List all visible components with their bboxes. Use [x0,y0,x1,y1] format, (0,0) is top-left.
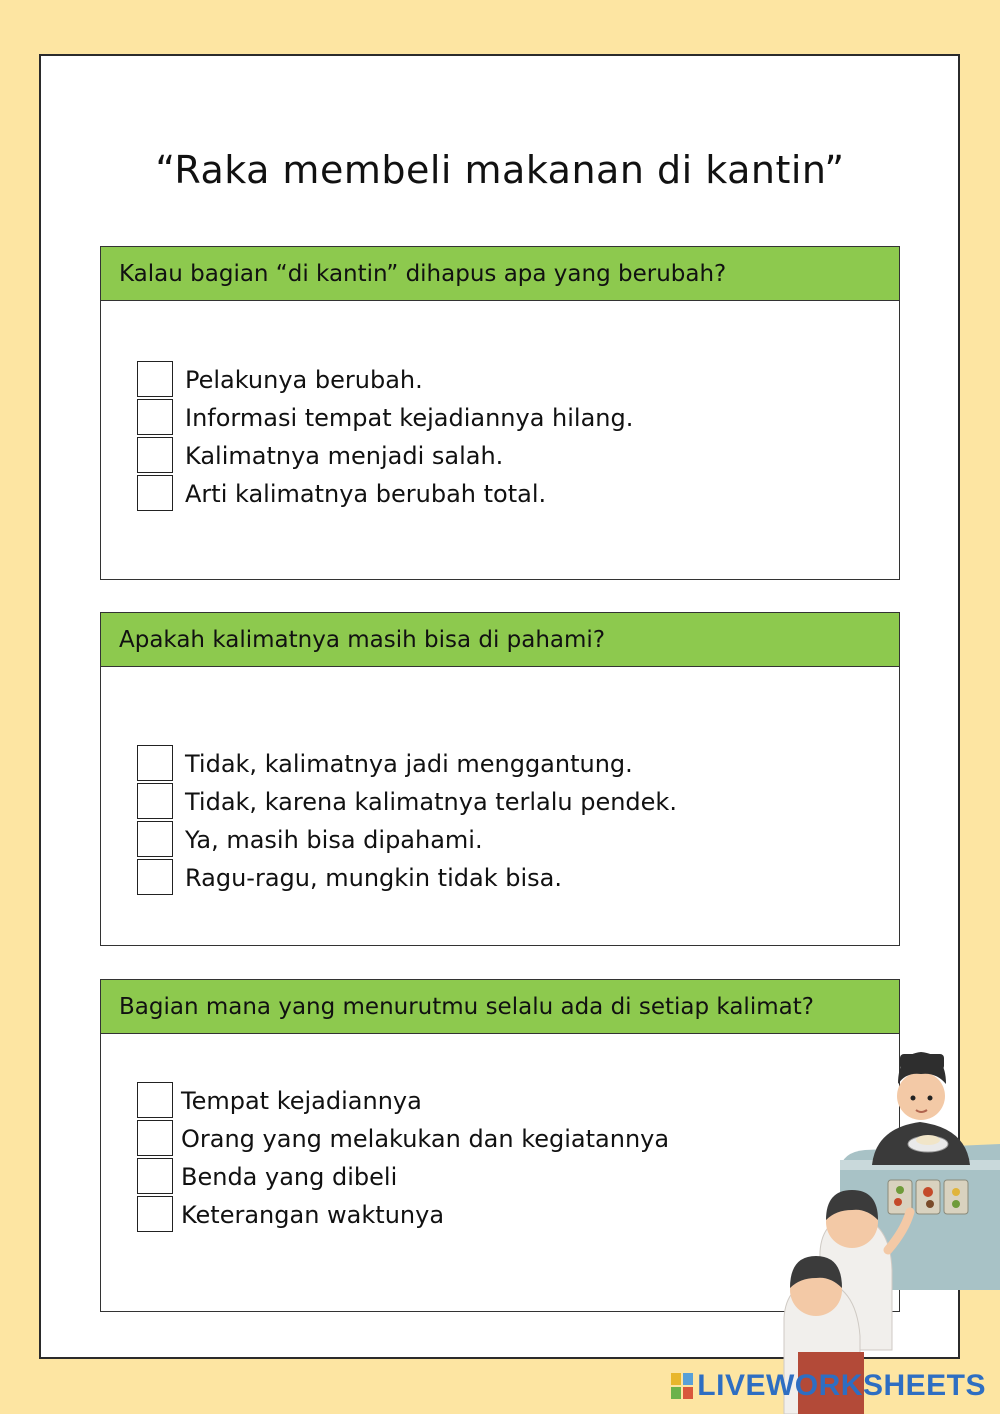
option-checkbox[interactable] [137,1158,173,1194]
page-title: “Raka membeli makanan di kantin” [155,148,845,192]
option-checkbox[interactable] [137,1196,173,1232]
question-text-1: Kalau bagian “di kantin” dihapus apa yang berubah? [119,260,727,287]
question-card-1 [100,246,900,580]
option-label: Tidak, karena kalimatnya terlalu pendek. [185,788,677,816]
option-checkbox[interactable] [137,821,173,857]
option-item [137,783,677,821]
option-item [137,859,677,897]
option-item [137,821,677,859]
option-checkbox[interactable] [137,1082,173,1118]
option-label: Informasi tempat kejadiannya hilang. [185,404,634,432]
option-item [137,1082,669,1120]
question-header-1 [101,247,899,301]
option-label: Benda yang dibeli [181,1163,398,1191]
option-list-2 [137,745,677,897]
option-item [137,437,633,475]
option-checkbox[interactable] [137,745,173,781]
option-checkbox[interactable] [137,361,173,397]
option-item [137,361,633,399]
option-label: Kalimatnya menjadi salah. [185,442,504,470]
option-item [137,399,633,437]
question-header-2 [101,613,899,667]
liveworksheets-logo-icon [671,1373,693,1399]
option-checkbox[interactable] [137,1120,173,1156]
option-label: Ya, masih bisa dipahami. [185,826,483,854]
option-item [137,1158,669,1196]
option-checkbox[interactable] [137,783,173,819]
option-list-1 [137,361,633,513]
option-label: Pelakunya berubah. [185,366,423,394]
question-text-3: Bagian mana yang menurutmu selalu ada di setiap kalimat? [119,993,814,1020]
option-label: Arti kalimatnya berubah total. [185,480,547,508]
option-label: Keterangan waktunya [181,1201,445,1229]
option-label: Tidak, kalimatnya jadi menggantung. [185,750,633,778]
option-item [137,1120,669,1158]
option-label: Ragu-ragu, mungkin tidak bisa. [185,864,562,892]
option-item [137,1196,669,1234]
brand-footer [671,1368,986,1404]
question-card-2 [100,612,900,946]
option-label: Orang yang melakukan dan kegiatannya [181,1125,670,1153]
option-list-3 [137,1082,669,1234]
option-checkbox[interactable] [137,859,173,895]
question-header-3 [101,980,899,1034]
option-label: Tempat kejadiannya [181,1087,422,1115]
option-checkbox[interactable] [137,399,173,435]
option-item [137,745,677,783]
canteen-illustration [770,1040,1000,1414]
brand-name[interactable]: LIVEWORKSHEETS [697,1369,986,1402]
option-item [137,475,633,513]
question-text-2: Apakah kalimatnya masih bisa di pahami? [119,626,606,653]
option-checkbox[interactable] [137,475,173,511]
option-checkbox[interactable] [137,437,173,473]
